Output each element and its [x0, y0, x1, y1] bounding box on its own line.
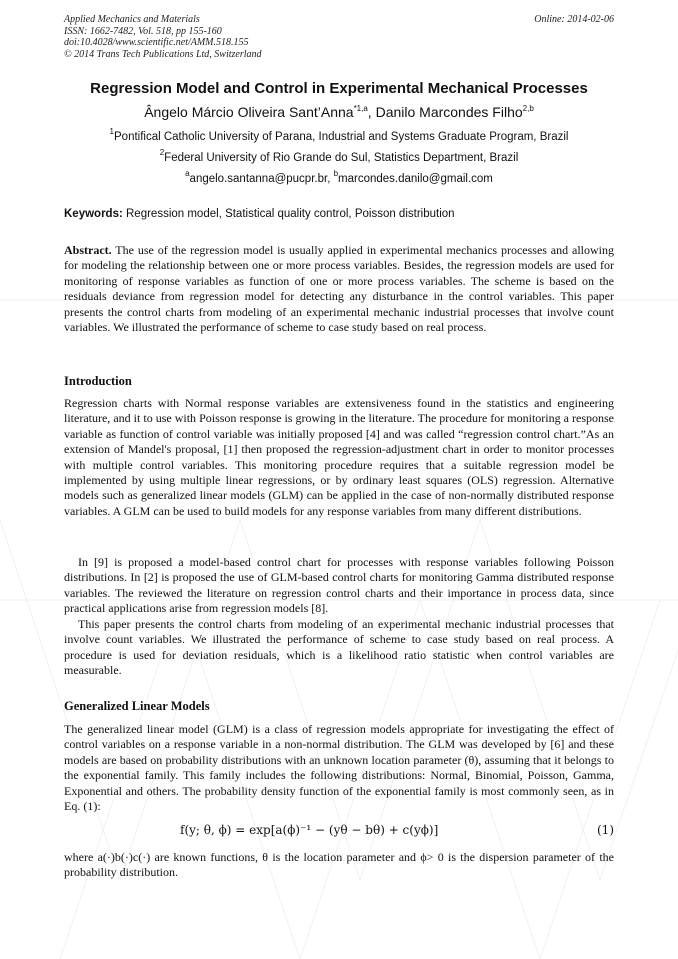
author-2: Danilo Marcondes Filho — [375, 104, 523, 120]
affiliation-1 — [20, 127, 658, 143]
issn: ISSN: 1662-7482, Vol. 518, pp 155-160 — [64, 25, 222, 37]
abstract-label: Abstract. — [64, 243, 112, 257]
author-1-sup: *1,a — [353, 104, 368, 113]
journal-info — [64, 14, 262, 60]
introduction-paragraph-1: Regression charts with Normal response variables are extensiveness found in the statistics and engineering literature, and it to use with Poisson response is growing in the literature. The procedure for monitoring a response variable as function of control variable was initially proposed [4] and was called “regression control chart.”As an extension of Mandel's proposal, [1] then proposed the regression-adjustment chart in order to monitor processes with multiple control variables. This monitoring procedure requires that a suitable regression model be implemented by using multiple linear regressions, or by ordinary least squares (OLS) regression. Alternative models such as generalized linear models (GLM) can be applied in the case of non-normally distributed response variables. A GLM can be used to build models for any response variables from many different distributions. — [64, 396, 614, 518]
abstract — [64, 243, 614, 335]
glm-heading: Generalized Linear Models — [64, 699, 210, 713]
copyright: © 2014 Trans Tech Publications Ltd, Switzerland — [64, 48, 262, 60]
introduction-heading: Introduction — [64, 374, 132, 388]
affiliation-1-sup: 1 — [109, 127, 114, 136]
equation-body: f(y; θ, ϕ) = exp[a(ϕ)⁻¹ − (yθ − bθ) + c(yϕ)] — [180, 823, 439, 837]
affiliation-2-text: Federal University of Rio Grande do Sul, Statistics Department, Brazil — [164, 152, 519, 164]
email-line — [20, 169, 658, 185]
email-a: angelo.santanna@pucpr.br, — [189, 173, 334, 185]
author-separator: , — [367, 104, 376, 120]
equation-1 — [64, 823, 614, 841]
affiliation-2 — [20, 148, 658, 164]
online-date: Online: 2014-02-06 — [534, 14, 614, 25]
email-b: marcondes.danilo@gmail.com — [338, 173, 493, 185]
email-a-sup: a — [185, 169, 190, 178]
keywords-text: Regression model, Statistical quality control, Poisson distribution — [122, 208, 455, 220]
introduction-paragraph-2: In [9] is proposed a model-based control chart for processes with response variables following Poisson distributions. In [2] is proposed the use of GLM-based control charts for monitoring Gamma distributed response variables. The reviewed the literature on regression control charts and their importance in process data, since practical applications arise from regression models [8]. — [64, 555, 614, 616]
author-2-sup: 2,b — [522, 104, 534, 113]
author-1: Ângelo Márcio Oliveira Sant’Anna — [144, 104, 354, 120]
keywords — [64, 208, 614, 220]
glm-paragraph-2: where a(·)b(·)c(·) are known functions, θ is the location parameter and ϕ> 0 is the dispersion parameter of the probability distribution. — [64, 850, 614, 880]
abstract-text: The use of the regression model is usually applied in experimental mechanics processes and allowing for modeling the relationship between one or more process variables. Besides, the regression models are used for monitoring of response variables as function of one or more process variables. The scheme is based on the residuals deviance from regression model for detecting any disturbance in the control variables. This paper presents the control charts from modeling of an experimental mechanic industrial processes that involve count variables. We illustrated the performance of scheme to case study based on real process. — [64, 243, 614, 335]
glm-paragraph-1: The generalized linear model (GLM) is a class of regression models appropriate for investigating the effect of control variables on a response variable in a non-normal distribution. The GLM was developed by [6] and these models are based on probability distributions with an unknown location parameter (θ), assuming that it belongs to the exponential family. This family includes the following distributions: Normal, Binomial, Poisson, Gamma, Exponential and others. The probability density function of the exponential family is most commonly seen, as in Eq. (1): — [64, 722, 614, 814]
authors-line — [20, 104, 658, 120]
email-b-sup: b — [333, 169, 339, 178]
affiliation-1-text: Pontifical Catholic University of Parana, Industrial and Systems Graduate Program, Brazil — [114, 131, 569, 143]
journal-name: Applied Mechanics and Materials — [64, 14, 200, 25]
affiliation-2-sup: 2 — [159, 148, 165, 157]
equation-number: (1) — [597, 823, 614, 837]
doi: doi:10.4028/www.scientific.net/AMM.518.155 — [64, 37, 249, 48]
keywords-label: Keywords: — [64, 208, 123, 220]
introduction-paragraph-3: This paper presents the control charts from modeling of an experimental mechanic industrial processes that involve count variables. We illustrated the performance of scheme to case study based on real process. A procedure is used for deviation residuals, which is a likelihood ratio statistic when control variables are measurable. — [64, 617, 614, 678]
paper-title: Regression Model and Control in Experimental Mechanical Processes — [90, 80, 588, 97]
